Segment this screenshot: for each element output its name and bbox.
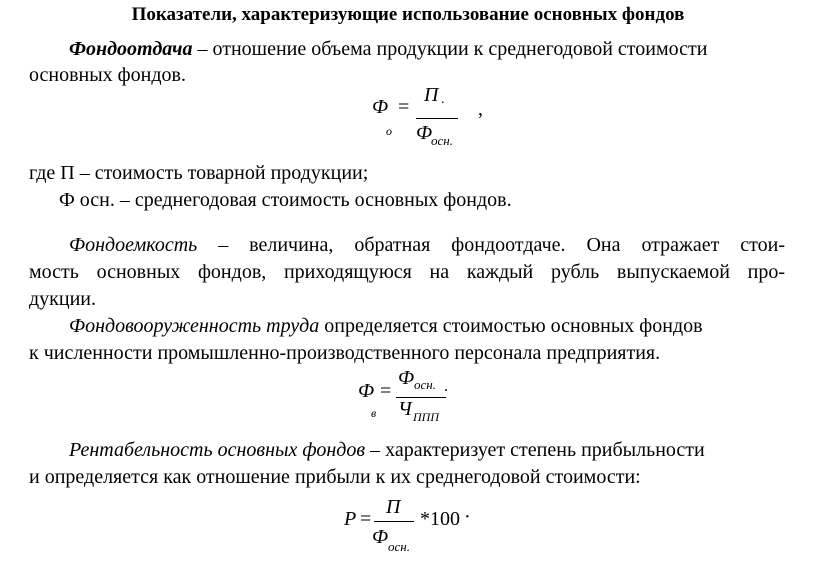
formula1-equals: = <box>398 96 410 118</box>
fondovooruzhennost-term: Фондовооруженность труда <box>69 315 320 337</box>
formula1-fraction-bar <box>416 118 458 119</box>
fondoemkost-line-1 <box>69 232 785 258</box>
fondoemkost-text-1: – величина, обратная фондоотдаче. Она отражает стои- <box>197 234 785 256</box>
formula2-numerator: Ф <box>398 367 415 389</box>
page-title: Показатели, характеризующие использование основных фондов <box>131 4 685 25</box>
formula2-num-dot: . <box>444 378 448 395</box>
formula2-lhs-sub: в <box>371 406 377 420</box>
formula1-trailing: , <box>478 98 483 120</box>
formula1-denominator: Ф <box>416 122 433 144</box>
formula1-lhs-sub: о <box>386 124 392 138</box>
fondoemkost-line-2: мость основных фондов, приходящуюся на каждый рубль выпускаемой про- <box>29 261 785 283</box>
rentabelnost-term: Рентабельность основных фондов <box>69 439 366 461</box>
rentabelnost-text-1: – характеризует степень прибыльности <box>365 439 705 461</box>
fondovooruzhennost-line-1 <box>69 313 703 339</box>
fondovooruzhennost-line-2: к численности промышленно-производственного персонала предприятия. <box>29 342 661 364</box>
formula2-numerator-sub: осн. <box>414 377 436 392</box>
fondootdacha-term: Фондоотдача <box>69 38 193 60</box>
formula3-trailing: · <box>464 506 471 528</box>
where-line-1: где П – стоимость товарной продукции; <box>29 162 369 184</box>
formula3-multiplier: *100 <box>420 508 460 530</box>
formula3-equals: = <box>360 508 372 530</box>
fondovooruzhennost-text-1: определяется стоимостью основных фондов <box>319 315 703 337</box>
formula3-denominator: Ф <box>372 526 389 548</box>
rentabelnost-line-1 <box>69 437 705 463</box>
formula1-denominator-sub: осн. <box>431 133 453 148</box>
formula2-denominator: Ч <box>398 398 412 420</box>
rentabelnost-line-2: и определяется как отношение прибыли к их среднегодовой стоимости: <box>29 466 641 488</box>
formula2-denominator-sub: ППП <box>413 410 439 424</box>
formula1-num-dot: . <box>441 92 445 107</box>
formula3-numerator: П <box>386 496 401 518</box>
fondoemkost-term: Фондоемкость <box>69 234 198 256</box>
formula2-equals: = <box>380 380 392 402</box>
formula3-lhs: Р <box>344 508 357 530</box>
where-line-2: Ф осн. – среднегодовая стоимость основных фондов. <box>59 189 512 211</box>
fondootdacha-line-2: основных фондов. <box>29 64 186 86</box>
formula1-lhs: Ф <box>372 96 389 118</box>
formula2-lhs: Ф <box>358 380 375 402</box>
fondootdacha-text-1: – отношение объема продукции к среднегодовой стоимости <box>192 38 708 60</box>
formula3-denominator-sub: осн. <box>388 539 410 554</box>
fondootdacha-line-1 <box>69 36 707 62</box>
formula1-numerator: П <box>424 84 439 106</box>
formula3-fraction-bar <box>374 521 414 522</box>
fondoemkost-line-3: дукции. <box>29 288 97 310</box>
